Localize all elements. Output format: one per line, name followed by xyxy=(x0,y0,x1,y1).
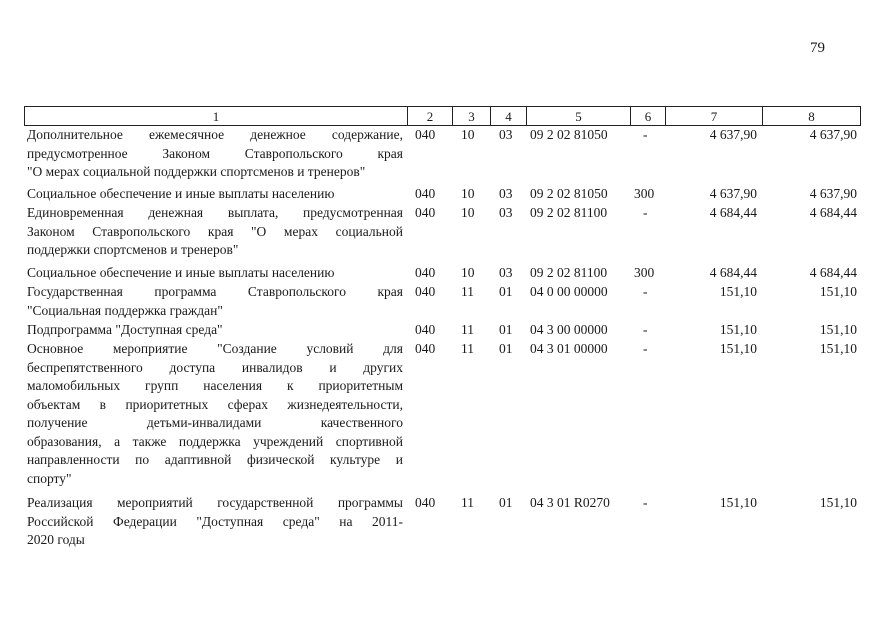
cell-pr: 03 xyxy=(499,127,513,142)
budget-table xyxy=(24,106,861,547)
cell-cs: 09 2 02 81050 xyxy=(530,127,608,142)
cell-rz: 11 xyxy=(461,341,474,356)
row-name xyxy=(27,340,403,488)
cell-gr: 040 xyxy=(415,322,436,337)
header-col-7: 7 xyxy=(665,107,762,125)
cell-vr: - xyxy=(643,495,648,510)
header-col-4: 4 xyxy=(490,107,526,125)
name-line: спорту" xyxy=(27,470,72,486)
cell-sum-2: 151,10 xyxy=(819,495,857,510)
cell-sum-2: 151,10 xyxy=(819,341,857,356)
cell-pr: 01 xyxy=(499,284,513,299)
cell-cs: 04 0 00 00000 xyxy=(530,284,608,299)
cell-sum-1: 4 637,90 xyxy=(709,127,757,142)
cell-pr: 03 xyxy=(499,265,513,280)
cell-sum-1: 4 684,44 xyxy=(709,265,757,280)
cell-rz: 11 xyxy=(461,322,474,337)
table-header xyxy=(24,106,861,126)
cell-gr: 040 xyxy=(415,265,436,280)
header-col-2: 2 xyxy=(407,107,452,125)
name-line: 2020 годы xyxy=(27,532,85,547)
cell-pr: 01 xyxy=(499,341,513,356)
cell-pr: 01 xyxy=(499,495,513,510)
cell-gr: 040 xyxy=(415,284,436,299)
name-line: "Социальная поддержка граждан" xyxy=(27,302,223,318)
cell-vr: - xyxy=(643,284,648,299)
row-name xyxy=(27,126,403,182)
name-line: направленности по адаптивной физической культуре и xyxy=(27,452,403,467)
name-line: образования, а также поддержка учреждений спортивной xyxy=(27,433,403,449)
name-line: объектам в приоритетных сферах жизнедеятельности, xyxy=(27,396,403,412)
name-line: предусмотренное Законом Ставропольского края xyxy=(27,145,403,161)
cell-gr: 040 xyxy=(415,186,436,201)
name-line: беспрепятственного доступа инвалидов и других xyxy=(27,359,403,375)
name-line: поддержки спортсменов и тренеров" xyxy=(27,242,239,257)
row-name xyxy=(27,283,403,320)
cell-sum-1: 151,10 xyxy=(719,341,757,356)
row-name xyxy=(27,321,403,340)
cell-sum-2: 4 637,90 xyxy=(809,127,857,142)
cell-rz: 11 xyxy=(461,495,474,510)
header-col-3: 3 xyxy=(452,107,490,125)
name-line: получение детьми-инвалидами качественного xyxy=(27,415,403,430)
cell-vr: - xyxy=(643,127,648,142)
cell-pr: 01 xyxy=(499,322,513,337)
header-col-6: 6 xyxy=(630,107,665,125)
cell-cs: 04 3 00 00000 xyxy=(530,322,608,337)
name-line: Социальное обеспечение и иные выплаты населению xyxy=(27,186,335,201)
cell-cs: 09 2 02 81100 xyxy=(530,265,608,280)
cell-sum-1: 4 637,90 xyxy=(709,186,757,201)
name-line: Государственная программа Ставропольского края xyxy=(27,284,403,299)
cell-vr: - xyxy=(643,205,648,220)
cell-gr: 040 xyxy=(415,341,436,356)
cell-cs: 04 3 01 R0270 xyxy=(530,495,610,510)
name-line: "О мерах социальной поддержки спортсменов и тренеров" xyxy=(27,164,366,179)
cell-sum-1: 4 684,44 xyxy=(709,205,757,220)
cell-rz: 10 xyxy=(461,127,475,142)
cell-vr: 300 xyxy=(634,265,655,280)
cell-sum-2: 151,10 xyxy=(819,284,857,299)
name-line: Российской Федерации "Доступная среда" на 2011- xyxy=(27,513,403,529)
row-name xyxy=(27,204,403,260)
name-line: маломобильных групп населения к приоритетным xyxy=(27,378,403,393)
name-line: Социальное обеспечение и иные выплаты населению xyxy=(27,265,335,280)
cell-gr: 040 xyxy=(415,205,436,220)
cell-vr: 300 xyxy=(634,186,655,201)
cell-pr: 03 xyxy=(499,205,513,220)
row-name xyxy=(27,185,403,204)
header-col-8: 8 xyxy=(762,107,860,125)
cell-rz: 10 xyxy=(461,186,475,201)
cell-gr: 040 xyxy=(415,495,436,510)
name-line: Единовременная денежная выплата, предусмотренная xyxy=(27,205,403,220)
cell-cs: 09 2 02 81050 xyxy=(530,186,608,201)
cell-sum-1: 151,10 xyxy=(719,495,757,510)
cell-pr: 03 xyxy=(499,186,513,201)
name-line: Дополнительное ежемесячное денежное содержание, xyxy=(27,127,403,142)
cell-sum-2: 151,10 xyxy=(819,322,857,337)
cell-sum-2: 4 637,90 xyxy=(809,186,857,201)
cell-vr: - xyxy=(643,341,648,356)
header-col-1: 1 xyxy=(212,109,220,124)
cell-sum-2: 4 684,44 xyxy=(809,205,857,220)
cell-cs: 04 3 01 00000 xyxy=(530,341,608,356)
cell-sum-1: 151,10 xyxy=(719,284,757,299)
header-col-5: 5 xyxy=(526,107,630,125)
cell-rz: 11 xyxy=(461,284,474,299)
name-line: Законом Ставропольского края "О мерах социальной xyxy=(27,223,403,239)
cell-sum-1: 151,10 xyxy=(719,322,757,337)
cell-cs: 09 2 02 81100 xyxy=(530,205,608,220)
cell-vr: - xyxy=(643,322,648,337)
name-line: Основное мероприятие "Создание условий для xyxy=(27,341,403,356)
name-line: Подпрограмма "Доступная среда" xyxy=(27,322,223,337)
cell-rz: 10 xyxy=(461,205,475,220)
name-line: Реализация мероприятий государственной программы xyxy=(27,495,403,510)
cell-sum-2: 4 684,44 xyxy=(809,265,857,280)
cell-rz: 10 xyxy=(461,265,475,280)
cell-gr: 040 xyxy=(415,127,436,142)
row-name xyxy=(27,264,403,283)
page-number: 79 xyxy=(810,40,825,56)
row-name xyxy=(27,494,403,550)
